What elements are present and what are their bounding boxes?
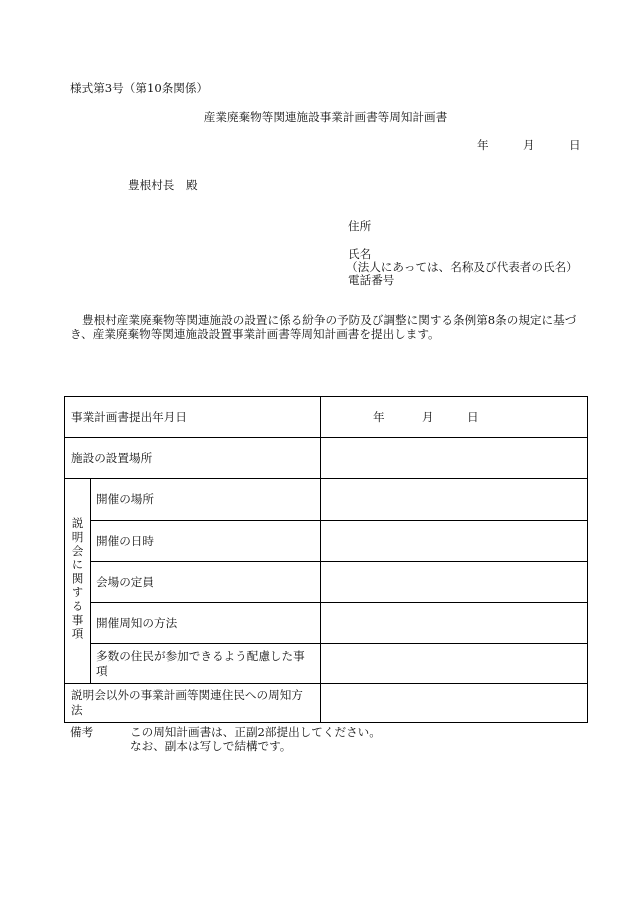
submission-date-month-unit: 月 bbox=[422, 409, 434, 424]
briefing-group-label: 説明会に関する事項 bbox=[70, 516, 85, 642]
submission-date-units bbox=[321, 410, 587, 425]
other-notice-label bbox=[65, 684, 321, 723]
briefing-consideration-value bbox=[321, 644, 588, 684]
facility-location-label: 施設の設置場所 bbox=[65, 438, 321, 479]
briefing-capacity-value bbox=[321, 562, 588, 603]
submission-date-year-unit: 年 bbox=[373, 409, 385, 424]
header-date-year-unit: 年 bbox=[477, 138, 489, 152]
facility-location-value bbox=[321, 438, 588, 479]
submission-date-day-unit: 日 bbox=[467, 409, 479, 424]
header-date bbox=[0, 138, 630, 152]
briefing-datetime-value bbox=[321, 521, 588, 562]
addressee: 豊根村長 殿 bbox=[128, 178, 198, 192]
table-row bbox=[65, 562, 588, 603]
table-row bbox=[65, 521, 588, 562]
table-row bbox=[65, 684, 588, 723]
header-date-month-unit: 月 bbox=[523, 138, 535, 152]
briefing-datetime-label: 開催の日時 bbox=[91, 521, 321, 562]
other-notice-line: 法 bbox=[71, 703, 83, 717]
table-row bbox=[65, 438, 588, 479]
document-title: 産業廃棄物等関連施設事業計画書等周知計画書 bbox=[203, 110, 448, 124]
phone-label: 電話番号 bbox=[348, 273, 395, 287]
table-row bbox=[65, 644, 588, 684]
submission-date-value bbox=[321, 397, 588, 438]
briefing-group-cell bbox=[65, 479, 91, 684]
briefing-consideration-label bbox=[91, 644, 321, 684]
other-notice-line: 説明会以外の事業計画等関連住民への周知方 bbox=[71, 688, 303, 702]
briefing-venue-value bbox=[321, 479, 588, 521]
header-date-day-unit: 日 bbox=[569, 138, 581, 152]
body-line: 豊根村産業廃棄物等関連施設の設置に係る紛争の予防及び調整に関する条例第8条の規定に基づ bbox=[82, 313, 577, 327]
other-notice-value bbox=[321, 684, 588, 723]
remarks-label: 備考 bbox=[70, 725, 94, 739]
body-line: き、産業廃棄物等関連施設設置事業計画書等周知計画書を提出します。 bbox=[70, 327, 440, 341]
table-row bbox=[65, 397, 588, 438]
briefing-consideration-line: 多数の住民が参加できるよう配慮した事 bbox=[96, 648, 305, 663]
form-number: 様式第3号（第10条関係） bbox=[70, 81, 209, 95]
briefing-capacity-label: 会場の定員 bbox=[91, 562, 321, 603]
table-row bbox=[65, 479, 588, 521]
briefing-venue-label: 開催の場所 bbox=[91, 479, 321, 521]
table-row bbox=[65, 603, 588, 644]
remarks-line: なお、副本は写しで結構です。 bbox=[130, 739, 292, 753]
briefing-announcement-value bbox=[321, 603, 588, 644]
address-label: 住所 bbox=[348, 219, 372, 233]
body-paragraph bbox=[70, 313, 576, 341]
briefing-consideration-line: 項 bbox=[96, 663, 108, 678]
submission-date-label: 事業計画書提出年月日 bbox=[65, 397, 321, 438]
briefing-announcement-label: 開催周知の方法 bbox=[91, 603, 321, 644]
name-note: （法人にあっては、名称及び代表者の氏名） bbox=[346, 260, 578, 274]
remarks-line: この周知計画書は、正副2部提出してください。 bbox=[130, 725, 381, 739]
name-label: 氏名 bbox=[348, 247, 372, 261]
plan-table bbox=[64, 396, 588, 723]
